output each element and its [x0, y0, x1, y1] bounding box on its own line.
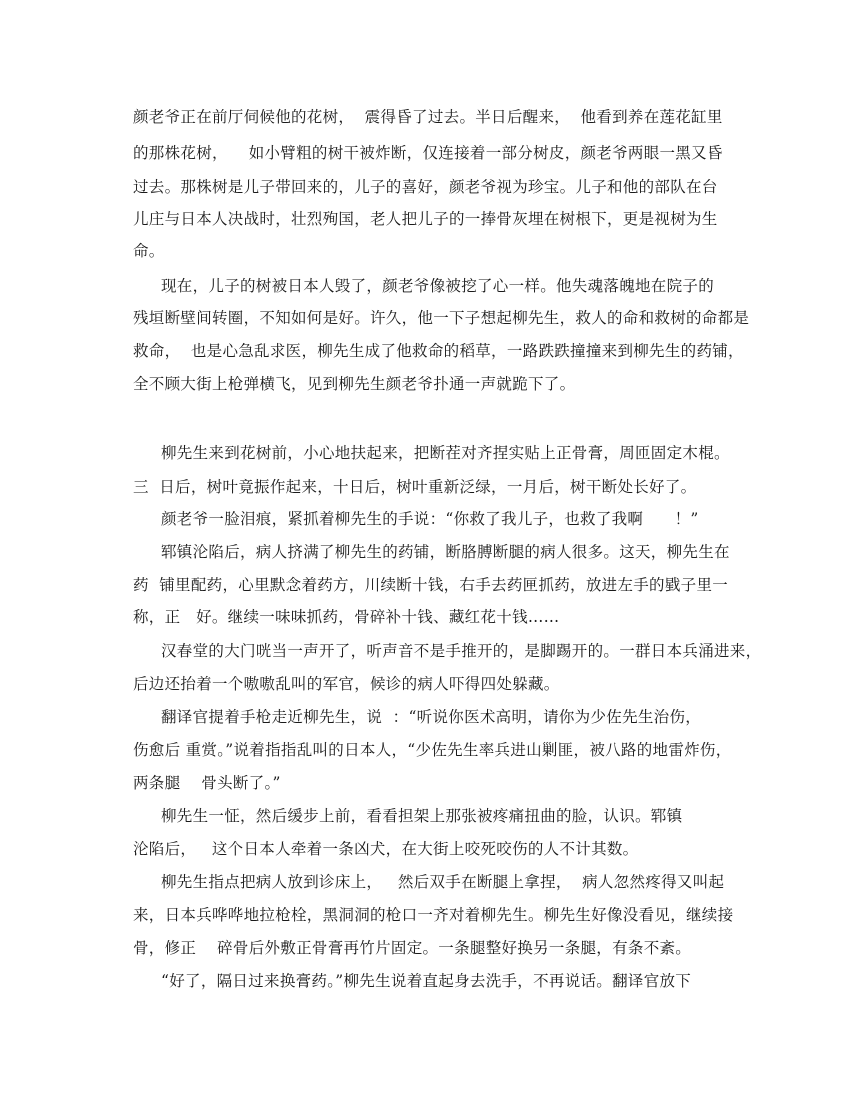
text-line: 的那株花树， 如小臂粗的树干被炸断，仅连接着一部分树皮，颜老爷两眼一黑又昏 — [133, 144, 723, 162]
text-line: 残垣断壁间转圈，不知如何是好。许久，他一下子想起柳先生，救人的命和救树的命都是 — [133, 309, 750, 327]
text-line: 汉春堂的大门咣当一声开了，听声音不是手推开的，是脚踢开的。一群日本兵涌进来， — [161, 642, 762, 660]
text-line: 来，日本兵哗哗地拉枪栓，黑洞洞的枪口一齐对着柳先生。柳先生好像没看见，继续接 — [133, 906, 734, 924]
text-line: 柳先生一怔，然后缓步上前，看看担架上那张被疼痛扭曲的脸，认识。郓镇 — [161, 807, 683, 825]
text-line: 郓镇沦陷后，病人挤满了柳先生的药铺，断胳膊断腿的病人很多。这天，柳先生在 — [161, 543, 730, 561]
text-line: 救命， 也是心急乱求医，柳先生成了他救命的稻草，一路跌跌撞撞来到柳先生的药铺， — [133, 342, 744, 360]
text-line: 柳先生来到花树前，小心地扶起来，把断茬对齐捏实贴上正骨膏，周匝固定木棍。 — [161, 444, 730, 462]
text-line: 两条腿 骨头断了。” — [133, 774, 281, 792]
text-line: 翻译官提着手枪走近柳先生，说 ：“听说你医术高明，请你为少佐先生治伤， — [161, 708, 702, 726]
text-line: 颜老爷正在前厅伺候他的花树， 震得昏了过去。半日后醒来， 他看到养在莲花缸里 — [133, 108, 723, 126]
text-line: 过去。那株树是儿子带回来的，儿子的喜好，颜老爷视为珍宝。儿子和他的部队在台 — [133, 178, 718, 196]
text-line: 沦陷后， 这个日本人牵着一条凶犬，在大街上咬死咬伤的人不计其数。 — [133, 840, 639, 858]
text-line: 三 日后，树叶竟振作起来，十日后，树叶重新泛绿，一月后，树干断处长好了。 — [133, 478, 697, 496]
text-line: 儿庄与日本人决战时，壮烈殉国，老人把儿子的一捧骨灰埋在树根下，更是视树为生 — [133, 210, 718, 228]
text-line: 伤愈后 重赏。”说着指指乱叫的日本人，“少佐先生率兵进山剿匪，被八路的地雷炸伤， — [133, 741, 732, 759]
text-line: 药 铺里配药，心里默念着药方，川续断十钱，右手去药匣抓药，放进左手的戥子里一 — [133, 576, 729, 594]
text-line: 命。 — [133, 242, 165, 260]
text-line: 全不顾大街上枪弹横飞，见到柳先生颜老爷扑通一声就跪下了。 — [133, 375, 576, 393]
text-line: 骨，修正 碎骨后外敷正骨膏再竹片固定。一条腿整好换另一条腿，有条不紊。 — [133, 939, 692, 957]
text-line: 现在，儿子的树被日本人毁了，颜老爷像被挖了心一样。他失魂落魄地在院子的 — [161, 277, 715, 295]
text-line: “好了，隔日过来换膏药。”柳先生说着直起身去洗手，不再说话。翻译官放下 — [161, 972, 692, 990]
text-line: 柳先生指点把病人放到诊床上， 然后双手在断腿上拿捏， 病人忽然疼得又叫起 — [161, 873, 725, 891]
text-line: 称，正 好。继续一味味抓药，骨碎补十钱、藏红花十钱…… — [133, 608, 560, 626]
text-line: 后边还抬着一个嗷嗷乱叫的军官，候诊的病人吓得四处躲藏。 — [133, 675, 560, 693]
text-line: 颜老爷一脸泪痕，紧抓着柳先生的手说：“你救了我儿子，也救了我啊 ！” — [161, 510, 699, 528]
